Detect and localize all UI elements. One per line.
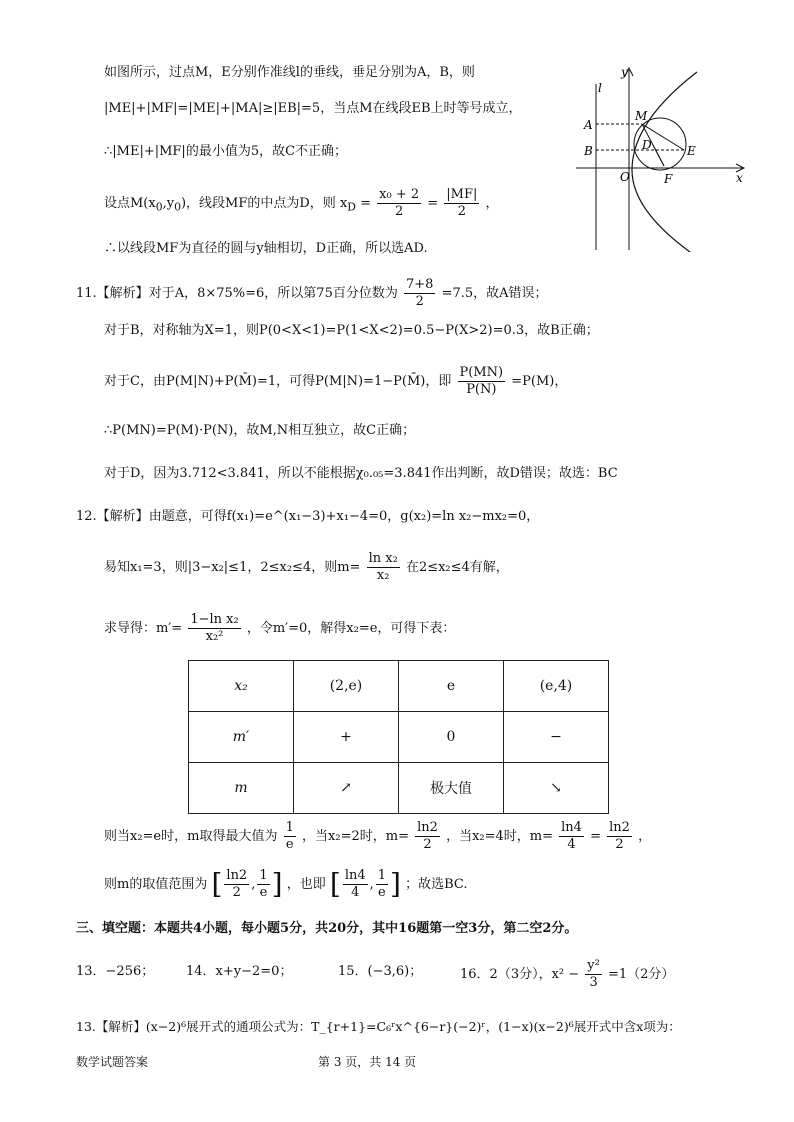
label-e: E [687, 144, 696, 158]
numerator: ln4 [561, 820, 582, 835]
q13-line [76, 1018, 681, 1036]
text-span: =1（2分） [608, 967, 675, 982]
text-span: 求导得：m′= [104, 621, 183, 636]
text-span: ,y [162, 196, 175, 211]
text-span: 16．2（3分），x² − [460, 967, 580, 982]
text-span: 则m的取值范围为 [104, 877, 208, 892]
fraction [607, 820, 632, 853]
numerator: |MF| [446, 187, 478, 202]
text-span: ，令m′=0，解得x₂=e，可得下表： [246, 621, 456, 636]
monotonicity-table [188, 660, 609, 814]
text-line: |ME|+|MF|=|ME|+|MA|≥|EB|=5，当点M在线段EB上时等号成立， [104, 101, 522, 116]
text-span: = [355, 196, 376, 211]
q12c-line [104, 551, 509, 584]
fraction [458, 365, 506, 398]
text-line: 如图所示，过点M，E分别作准线l的垂线，垂足分别为A，B，则 [104, 65, 475, 80]
text-span: (x−2)⁶展开式的通项公式为：T_{r+1}=C₆ʳx^{6−r}(−2)ʳ，(1−x)(x−2)⁶展开式中含x项为： [145, 1019, 681, 1034]
text-span: ，当x₂=4时，m= [446, 829, 553, 844]
text-line: 对于D，因为3.712<3.841，所以不能根据χ₀.₀₅=3.841作出判断，故D错误；故选：BC [104, 466, 618, 481]
subscript: 0 [174, 200, 181, 214]
text-span: 易知x₁=3，则|3−x₂|≤1，2≤x₂≤4，则m= [104, 560, 361, 575]
fraction [257, 868, 269, 901]
numerator: 1 [377, 868, 387, 883]
fraction [559, 820, 584, 853]
numerator: 7+8 [405, 277, 434, 292]
fraction [188, 612, 240, 645]
denominator: e [259, 885, 268, 900]
denominator: 2 [457, 204, 466, 219]
text-span: ， [485, 196, 499, 211]
denominator: 3 [589, 975, 598, 990]
label-y: y [621, 65, 628, 79]
text-span: = [590, 829, 601, 844]
q12d-line [104, 612, 455, 645]
table-cell: + [294, 712, 399, 763]
bracket-close: ] [390, 867, 401, 901]
table-cell: ↗ [294, 763, 399, 814]
fraction [415, 820, 440, 853]
answer-14: 14．x+y−2=0； [186, 964, 293, 979]
answer-13: 13．−256； [76, 964, 155, 979]
table-cell: x₂ [189, 661, 294, 712]
text-span: ， [638, 829, 652, 844]
denominator: 2 [615, 837, 624, 852]
text-span: 则当x₂=e时，m取得最大值为 [104, 829, 278, 844]
table-cell: ↘ [504, 763, 609, 814]
fraction [585, 958, 602, 991]
text-line: ∴P(MN)=P(M)·P(N)，故M,N相互独立，故C正确； [104, 423, 416, 438]
label-d: D [642, 138, 652, 152]
denominator: 2 [423, 837, 432, 852]
denominator: x₂ [376, 568, 390, 583]
numerator: ln2 [417, 820, 438, 835]
denominator: e [378, 885, 386, 900]
bracket-close: ] [271, 867, 283, 901]
q12-line [76, 508, 539, 526]
q11-line [76, 277, 548, 310]
bracket-open: [ [211, 867, 223, 901]
q12f-line: 则m的取值范围为 [ $\frac{\ln 2}{2}$ , $\frac{1}{e}$ ] ，也即 [ $\frac{\ln 4}{4}$ , $\frac{1}{e}$ ] ；故选BC. [104, 867, 468, 901]
fraction [377, 187, 421, 220]
denominator: e [285, 837, 294, 852]
table-row [189, 763, 609, 814]
table-cell: e [399, 661, 504, 712]
fraction [224, 868, 249, 901]
fraction [404, 277, 435, 310]
question-label: 13.【解析】 [76, 1019, 146, 1034]
text-line: 对于B，对称轴为X=1，则P(0<X<1)=P(1<X<2)=0.5−P(X>2)=0.3，故B正确； [104, 323, 599, 338]
numerator: 1−ln x₂ [190, 612, 239, 627]
text-line-midpoint [104, 187, 499, 220]
text-span: 在2≤x₂≤4有解， [405, 560, 509, 575]
denominator: 2 [394, 204, 404, 219]
denominator: x₂² [205, 629, 224, 644]
denominator: 4 [567, 837, 576, 852]
text-span: )，线段MF的中点为D，则 x [180, 196, 348, 211]
answer-15: 15．(−3,6)； [338, 964, 423, 979]
denominator: 2 [415, 294, 424, 309]
question-label: 12.【解析】 [76, 509, 149, 524]
q11c-line [104, 365, 567, 398]
question-label: 11.【解析】 [76, 286, 149, 301]
text-span: 设点M(x [104, 196, 156, 211]
text-line: ∴|ME|+|MF|的最小值为5，故C不正确； [104, 144, 348, 159]
denominator: P(N) [466, 382, 497, 397]
label-b: B [584, 144, 593, 158]
label-x: x [736, 171, 743, 185]
label-l: l [598, 81, 602, 95]
q12e-line [104, 820, 651, 853]
numerator: ln4 [344, 868, 366, 883]
denominator: 2 [232, 885, 241, 900]
numerator: ln2 [609, 820, 630, 835]
numerator: ln2 [226, 868, 248, 883]
table-cell: m [189, 763, 294, 814]
text-span: 由题意，可得f(x₁)=e^(x₁−3)+x₁−4=0，g(x₂)=ln x₂−mx₂=0， [148, 509, 540, 524]
table-cell: 极大值 [399, 763, 504, 814]
fraction [367, 551, 400, 584]
numerator: ln x₂ [368, 551, 398, 566]
text-span: 对于A，8×75%=6，所以第75百分位数为 [148, 286, 398, 301]
table-cell: m′ [189, 712, 294, 763]
numerator: 1 [259, 868, 268, 883]
table-cell: − [504, 712, 609, 763]
fraction [343, 868, 368, 901]
section-heading: 三、填空题：本题共4小题，每小题5分，共20分，其中16题第一空3分，第二空2分。 [76, 921, 578, 936]
text-span: = [427, 196, 443, 211]
text-span: ，当x₂=2时，m= [302, 829, 409, 844]
numerator: P(MN) [459, 365, 504, 380]
fraction [284, 820, 296, 853]
text-span: 对于C，由P(M|N)+P(M̄)=1，可得P(M|N)=1−P(M̄)，即 [104, 374, 452, 389]
label-m: M [635, 109, 648, 123]
text-span: ，也即 [286, 877, 326, 892]
label-f: F [664, 172, 673, 186]
numerator: y² [587, 958, 600, 973]
footer-page-number: 第 3 页，共 14 页 [318, 1055, 417, 1069]
subscript: D [347, 200, 356, 214]
table-cell: (2,e) [294, 661, 399, 712]
denominator: 4 [351, 885, 360, 900]
bracket-open: [ [329, 867, 341, 901]
numerator: 1 [285, 820, 294, 835]
label-o: O [620, 170, 630, 184]
footer-left: 数学试题答案 [76, 1055, 149, 1069]
segment-df [653, 145, 664, 166]
parabola-figure [572, 62, 752, 252]
text-span: =P(M)， [511, 374, 568, 389]
text-span: ；故选BC. [405, 877, 468, 892]
table-cell: 0 [399, 712, 504, 763]
text-span: =7.5，故A错误； [441, 286, 548, 301]
numerator: x₀ + 2 [379, 187, 420, 202]
subscript: 0 [155, 200, 163, 214]
label-a: A [584, 118, 593, 132]
table-cell: (e,4) [504, 661, 609, 712]
fraction [444, 187, 479, 220]
text-line: ∴以线段MF为直径的圆与y轴相切，D正确，所以选AD. [104, 241, 428, 256]
fraction [376, 868, 388, 901]
answer-16 [460, 958, 674, 991]
table-row [189, 661, 609, 712]
table-row [189, 712, 609, 763]
